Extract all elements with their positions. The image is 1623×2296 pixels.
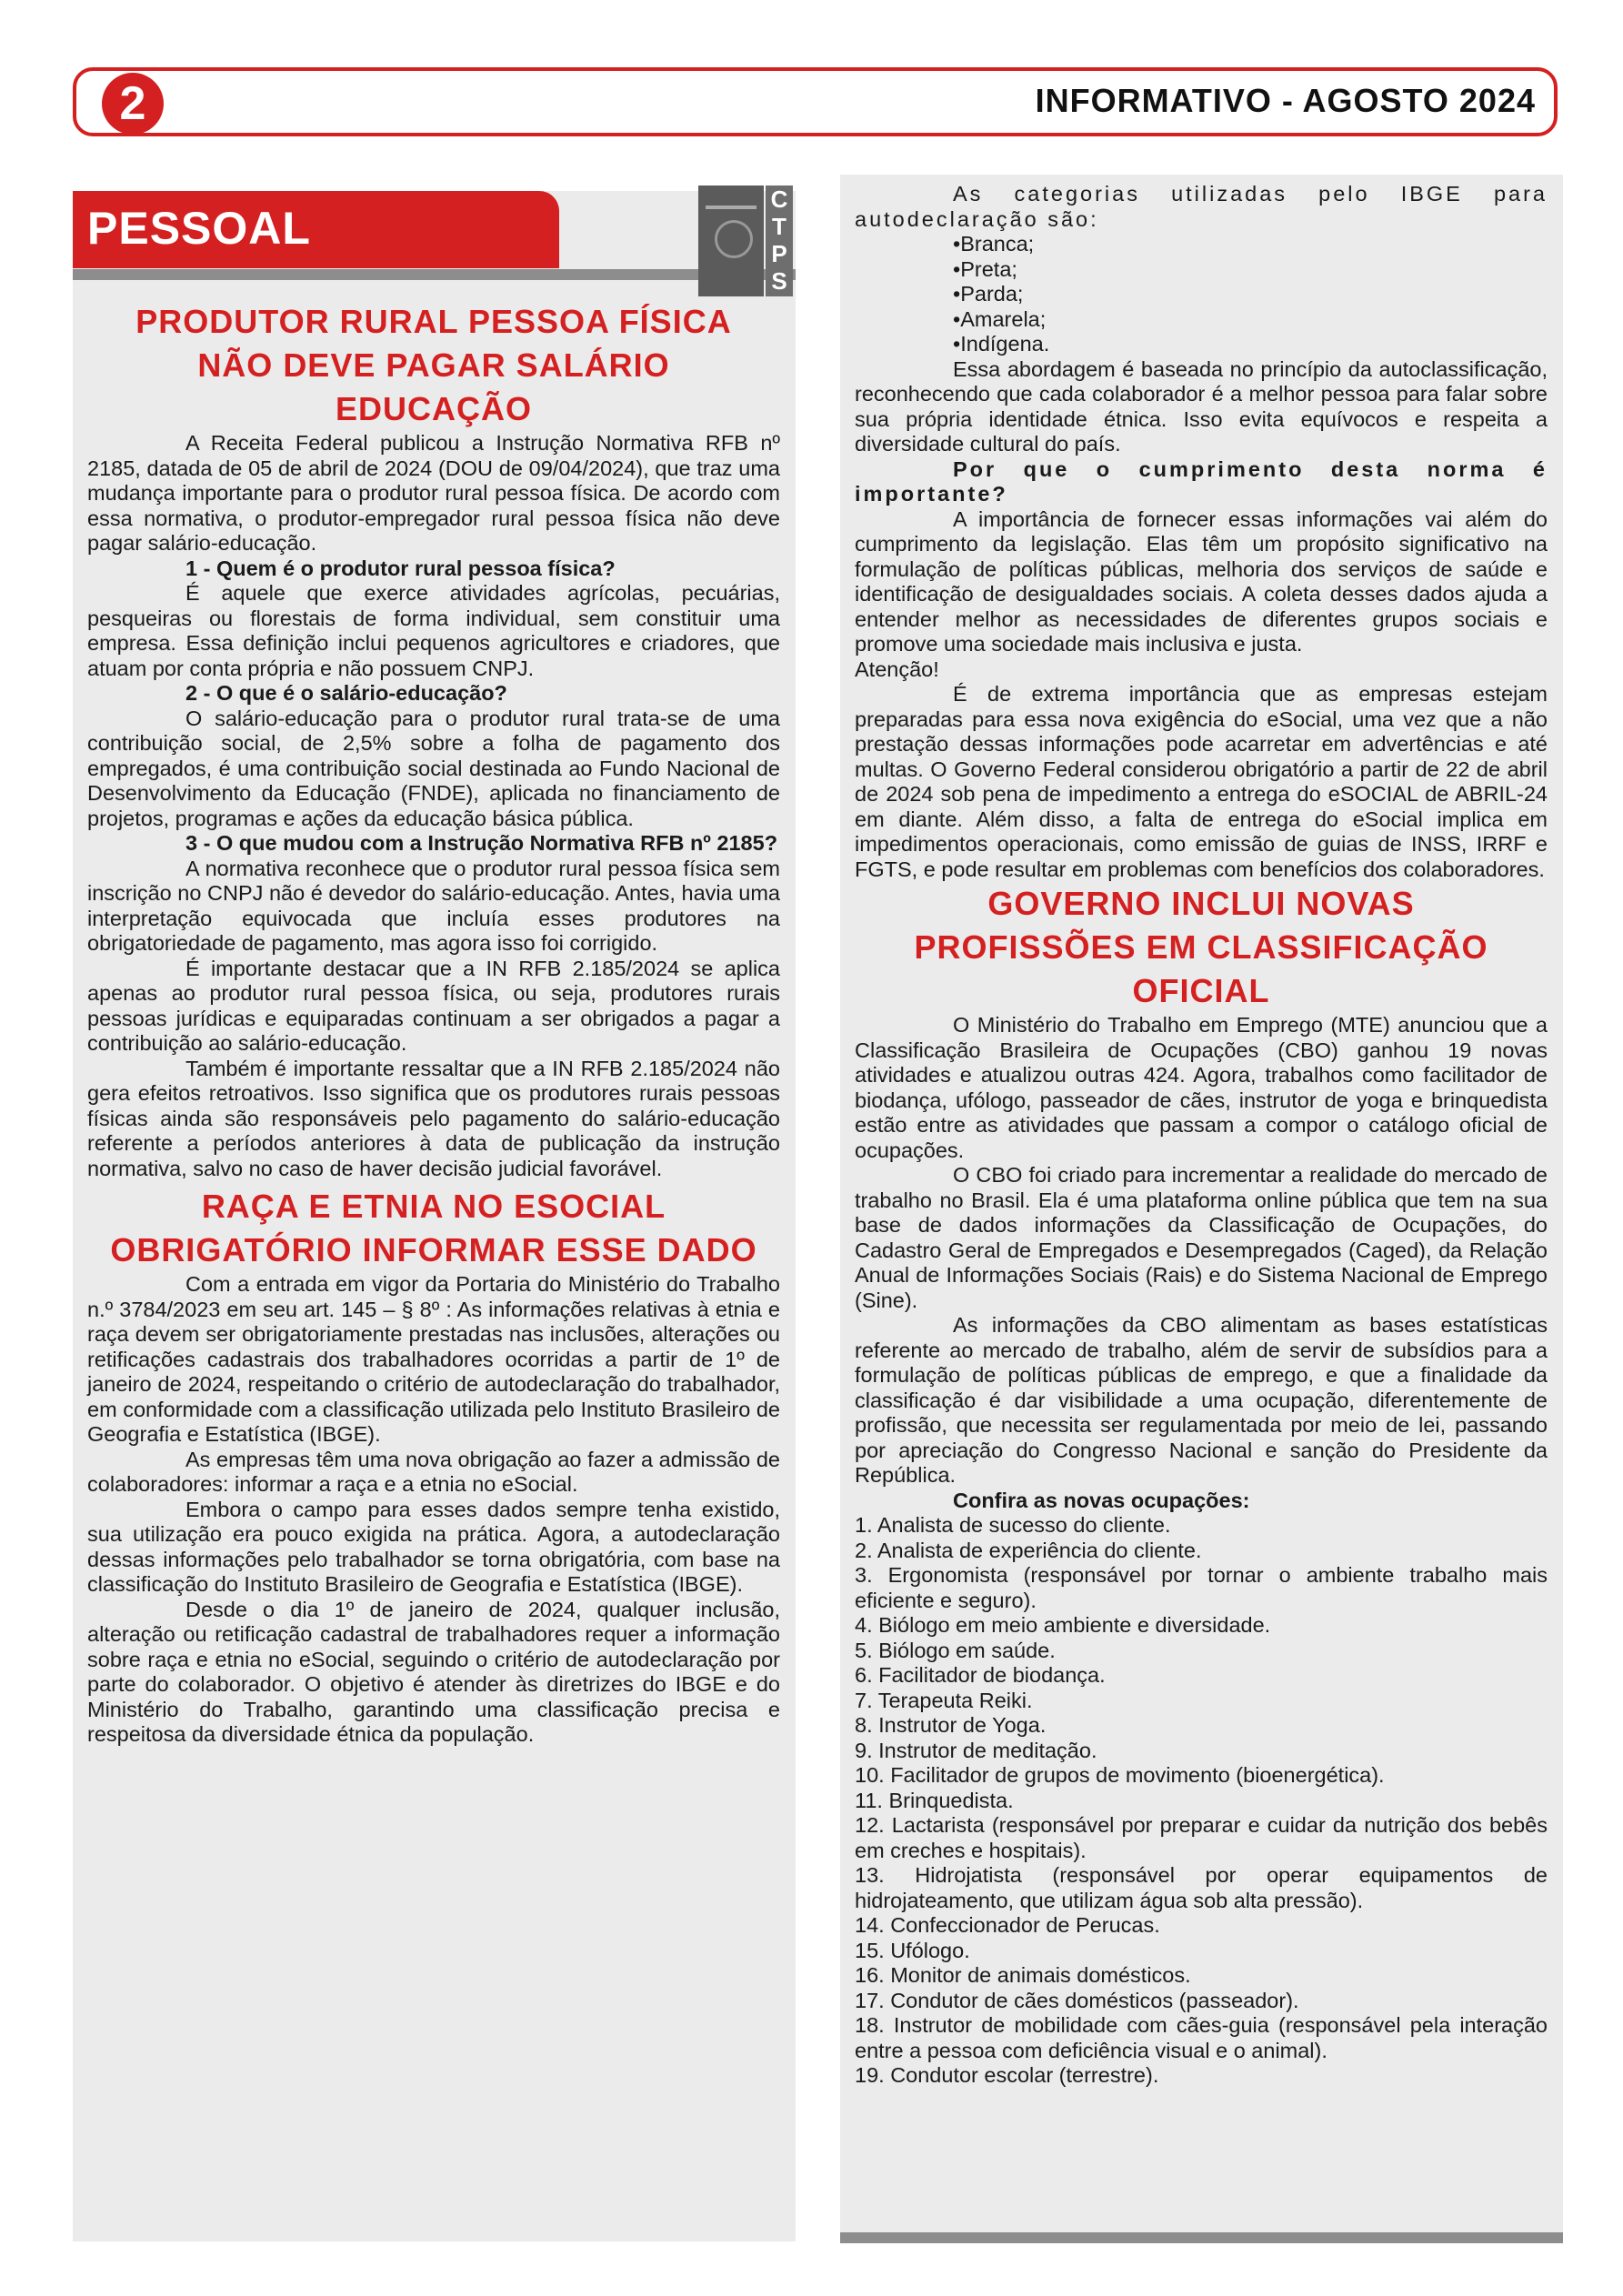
attention-label: Atenção! xyxy=(855,657,939,681)
ctps-letter: C xyxy=(770,185,788,213)
paragraph: Essa abordagem é baseada no princípio da autoclassificação, reconhecendo que cada colaborador é a melhor pessoa para falar sobre sua própria identidade étnica. Isso evita equívocos e respeita a diversidade cultural do país. xyxy=(855,356,1548,456)
article3-title xyxy=(864,882,1538,1013)
list-item: 11. Brinquedista. xyxy=(855,1788,1014,1812)
title-line: EDUCAÇÃO xyxy=(335,390,532,427)
list-item: •Indígena. xyxy=(953,332,1050,356)
article2-title xyxy=(96,1185,771,1272)
ctps-letter: S xyxy=(771,267,787,295)
page-number: 2 xyxy=(102,73,164,135)
title-line: PROFISSÕES EM CLASSIFICAÇÃO xyxy=(914,928,1488,966)
work-card-icon xyxy=(698,185,764,296)
title-line: GOVERNO INCLUI NOVAS xyxy=(987,885,1415,922)
list-item: •Parda; xyxy=(953,282,1024,306)
list-item: 16. Monitor de animais domésticos. xyxy=(855,1963,1191,1987)
question: 2 - O que é o salário-educação? xyxy=(185,681,507,705)
list-item: 5. Biólogo em saúde. xyxy=(855,1638,1056,1662)
list-item: 1. Analista de sucesso do cliente. xyxy=(855,1513,1171,1537)
question: Por que o cumprimento desta norma é importante? xyxy=(855,456,1548,506)
question: 1 - Quem é o produtor rural pessoa física? xyxy=(185,556,616,580)
list-item: 15. Ufólogo. xyxy=(855,1938,970,1962)
article1-title xyxy=(96,300,771,431)
paragraph: Desde o dia 1º de janeiro de 2024, qualquer inclusão, alteração ou retificação cadastral de trabalhadores requer a informação sobre raça e etnia no eSocial, seguindo o critério de autodeclaração por parte do colaborador. O objetivo é atender às diretrizes do IBGE e do Ministério do Trabalho, garantindo uma classificação precisa e respeitosa da diversidade étnica da população. xyxy=(87,1597,780,1746)
list-item: 6. Facilitador de biodança. xyxy=(855,1663,1106,1687)
paragraph: A Receita Federal publicou a Instrução Normativa RFB nº 2185, datada de 05 de abril de 2024 (DOU de 09/04/2024), que traz uma mudança importante para o produtor rural pessoa física. De acordo com essa normativa, o produtor-empregador rural pessoa física não deve pagar salário-educação. xyxy=(87,431,780,555)
ctps-letter: P xyxy=(771,240,787,267)
list-item: 3. Ergonomista (responsável por tornar o ambiente trabalho mais eficiente e seguro). xyxy=(855,1563,1548,1612)
paragraph: A importância de fornecer essas informações vai além do cumprimento da legislação. Elas têm um propósito significativo na formulação de políticas públicas, melhoria dos serviços de saúde e identificação de desigualdades sociais. A coleta desses dados ajuda a entender melhor as necessidades de diferentes grupos sociais e promove uma sociedade mais inclusiva e justa. xyxy=(855,506,1548,656)
paragraph: Embora o campo para esses dados sempre tenha existido, sua utilização era pouco exigida na prática. Agora, a autodeclaração dessas informações pelo trabalhador se torna obrigatória, com base na classificação do Instituto Brasileiro de Geografia e Estatística (IBGE). xyxy=(87,1497,780,1596)
section-label: PESSOAL xyxy=(87,203,311,254)
list-item: •Amarela; xyxy=(953,306,1047,331)
list-item: 14. Confeccionador de Perucas. xyxy=(855,1913,1160,1937)
paragraph: As informações da CBO alimentam as bases estatísticas referente ao mercado de trabalho, além de servir de subsídios para a formulação de políticas públicas de emprego, e que a finalidade da classificação é dar visibilidade a uma ocupação, diferentemente de profissão, que necessita ser regulamentada por meio de lei, passando por apreciação do Congresso Nacional e sanção do Presidente da República. xyxy=(855,1313,1548,1487)
question: 3 - O que mudou com a Instrução Normativa RFB nº 2185? xyxy=(185,831,778,855)
list-item: 7. Terapeuta Reiki. xyxy=(855,1688,1033,1712)
title-line: PRODUTOR RURAL PESSOA FÍSICA xyxy=(135,303,732,340)
paragraph: Também é importante ressaltar que a IN RFB 2.185/2024 não gera efeitos retroativos. Isso significa que os produtores rurais pessoas físicas ainda são responsáveis pelo pagamento do salário-educação referente a períodos anteriores à data de publicação da instrução normativa, salvo no caso de haver decisão judicial favorável. xyxy=(87,1056,780,1180)
list-heading: Confira as novas ocupações: xyxy=(953,1488,1250,1512)
list-item: 2. Analista de experiência do cliente. xyxy=(855,1538,1202,1562)
ctps-logo xyxy=(698,185,793,299)
title-line: RAÇA E ETNIA NO ESOCIAL xyxy=(201,1188,666,1225)
list-item: 18. Instrutor de mobilidade com cães-guia (responsável pela interação entre a pessoa com deficiência visual e o animal). xyxy=(855,2013,1548,2062)
list-item: •Branca; xyxy=(953,232,1035,256)
title-line: OFICIAL xyxy=(1132,972,1270,1009)
list-item: 9. Instrutor de meditação. xyxy=(855,1738,1097,1762)
section-rule xyxy=(73,269,796,280)
list-item: 17. Condutor de cães domésticos (passeador). xyxy=(855,1988,1299,2012)
list-item: 10. Facilitador de grupos de movimento (bioenergética). xyxy=(855,1763,1385,1787)
left-column-text xyxy=(87,300,780,1748)
list-item: 13. Hidrojatista (responsável por operar equipamentos de hidrojateamento, que utilizam água sob alta pressão). xyxy=(855,1863,1548,1912)
list-item: 12. Lactarista (responsável por preparar e cuidar da nutrição dos bebês em creches e hospitais). xyxy=(855,1813,1548,1862)
issue-title: INFORMATIVO - AGOSTO 2024 xyxy=(1035,82,1536,119)
paragraph: É importante destacar que a IN RFB 2.185/2024 se aplica apenas ao produtor rural pessoa física, ou seja, produtores rurais pessoas jurídicas e equiparadas continuam a ser obrigados a pagar a contribuição ao salário-educação. xyxy=(87,956,780,1055)
ibge-category-list xyxy=(953,232,1548,357)
list-item: 8. Instrutor de Yoga. xyxy=(855,1713,1047,1737)
right-column-rule xyxy=(840,2232,1563,2243)
ctps-letter: T xyxy=(772,213,786,240)
occupation-list xyxy=(855,1513,1548,2089)
title-line: NÃO DEVE PAGAR SALÁRIO xyxy=(197,346,670,384)
title-line: OBRIGATÓRIO INFORMAR ESSE DADO xyxy=(110,1231,757,1268)
paragraph: As empresas têm uma nova obrigação ao fazer a admissão de colaboradores: informar a raça e a etnia no eSocial. xyxy=(87,1447,780,1496)
paragraph: É aquele que exerce atividades agrícolas, pecuárias, pesqueiras ou florestais de forma individual, sem constituir uma empresa. Essa definição inclui pequenos agricultores e criadores, que atuam por conta própria e não possuem CNPJ. xyxy=(87,581,780,680)
list-item: 4. Biólogo em meio ambiente e diversidade. xyxy=(855,1613,1271,1637)
paragraph: É de extrema importância que as empresas estejam preparadas para essa nova exigência do eSocial, uma vez que a não prestação dessas informações pode acarretar em advertências e até multas. O Governo Federal considerou obrigatório a partir de 22 de abril de 2024 sob pena de impedimento a entrega do eSOCIAL de ABRIL-24 em diante. Além disso, a falta de entrega do eSocial implica em impedimentos operacionais, como emissão de guias de INSS, IRRF e FGTS, e pode resultar em problemas com benefícios dos colaboradores. xyxy=(855,682,1548,881)
ctps-letters xyxy=(766,185,793,296)
paragraph: O salário-educação para o produtor rural trata-se de uma contribuição social, de 2,5% sobre a folha de pagamento dos empregados, é uma contribuição social destinada ao Fundo Nacional de Desenvolvimento da Educação (FNDE), aplicada no financiamento de projetos, programas e ações da educação básica pública. xyxy=(87,706,780,830)
list-item: •Preta; xyxy=(953,256,1017,281)
right-column-text xyxy=(855,182,1548,2089)
paragraph: O CBO foi criado para incrementar a realidade do mercado de trabalho no Brasil. Ela é uma plataforma online pública que tem na sua base de dados informações da Classificação de Ocupações, do Cadastro Geral de Empregados e Desempregados (Caged), da Relação Anual de Informações Sociais (Rais) e do Sistema Nacional de Emprego (Sine). xyxy=(855,1163,1548,1312)
paragraph: As categorias utilizadas pelo IBGE para autodeclaração são: xyxy=(855,182,1548,231)
paragraph: Com a entrada em vigor da Portaria do Ministério do Trabalho n.º 3784/2023 em seu art. 145 – § 8º : As informações relativas à etnia e raça devem ser obrigatoriamente prestadas nas inclusões, alterações ou retificações cadastrais dos trabalhadores ocorridas a partir de 1º de janeiro de 2024, respeitando o critério de autodeclaração do trabalhador, em conformidade com a classificação utilizada pelo Instituto Brasileiro de Geografia e Estatística (IBGE). xyxy=(87,1272,780,1446)
paragraph: A normativa reconhece que o produtor rural pessoa física sem inscrição no CNPJ não é devedor do salário-educação. Antes, havia uma interpretação equivocada que incluía esses produtores na obrigatoriedade de pagamento, mas agora isso foi corrigido. xyxy=(87,856,780,955)
list-item: 19. Condutor escolar (terrestre). xyxy=(855,2063,1159,2087)
paragraph: O Ministério do Trabalho em Emprego (MTE) anunciou que a Classificação Brasileira de Ocupações (CBO) ganhou 19 novas atividades e atualizou outras 424. Agora, trabalhos como facilitador de biodança, ufólogo, passeador de cães, instrutor de yoga e brinquedista estão entre as atividades que passam a compor o catálogo oficial de ocupações. xyxy=(855,1013,1548,1162)
